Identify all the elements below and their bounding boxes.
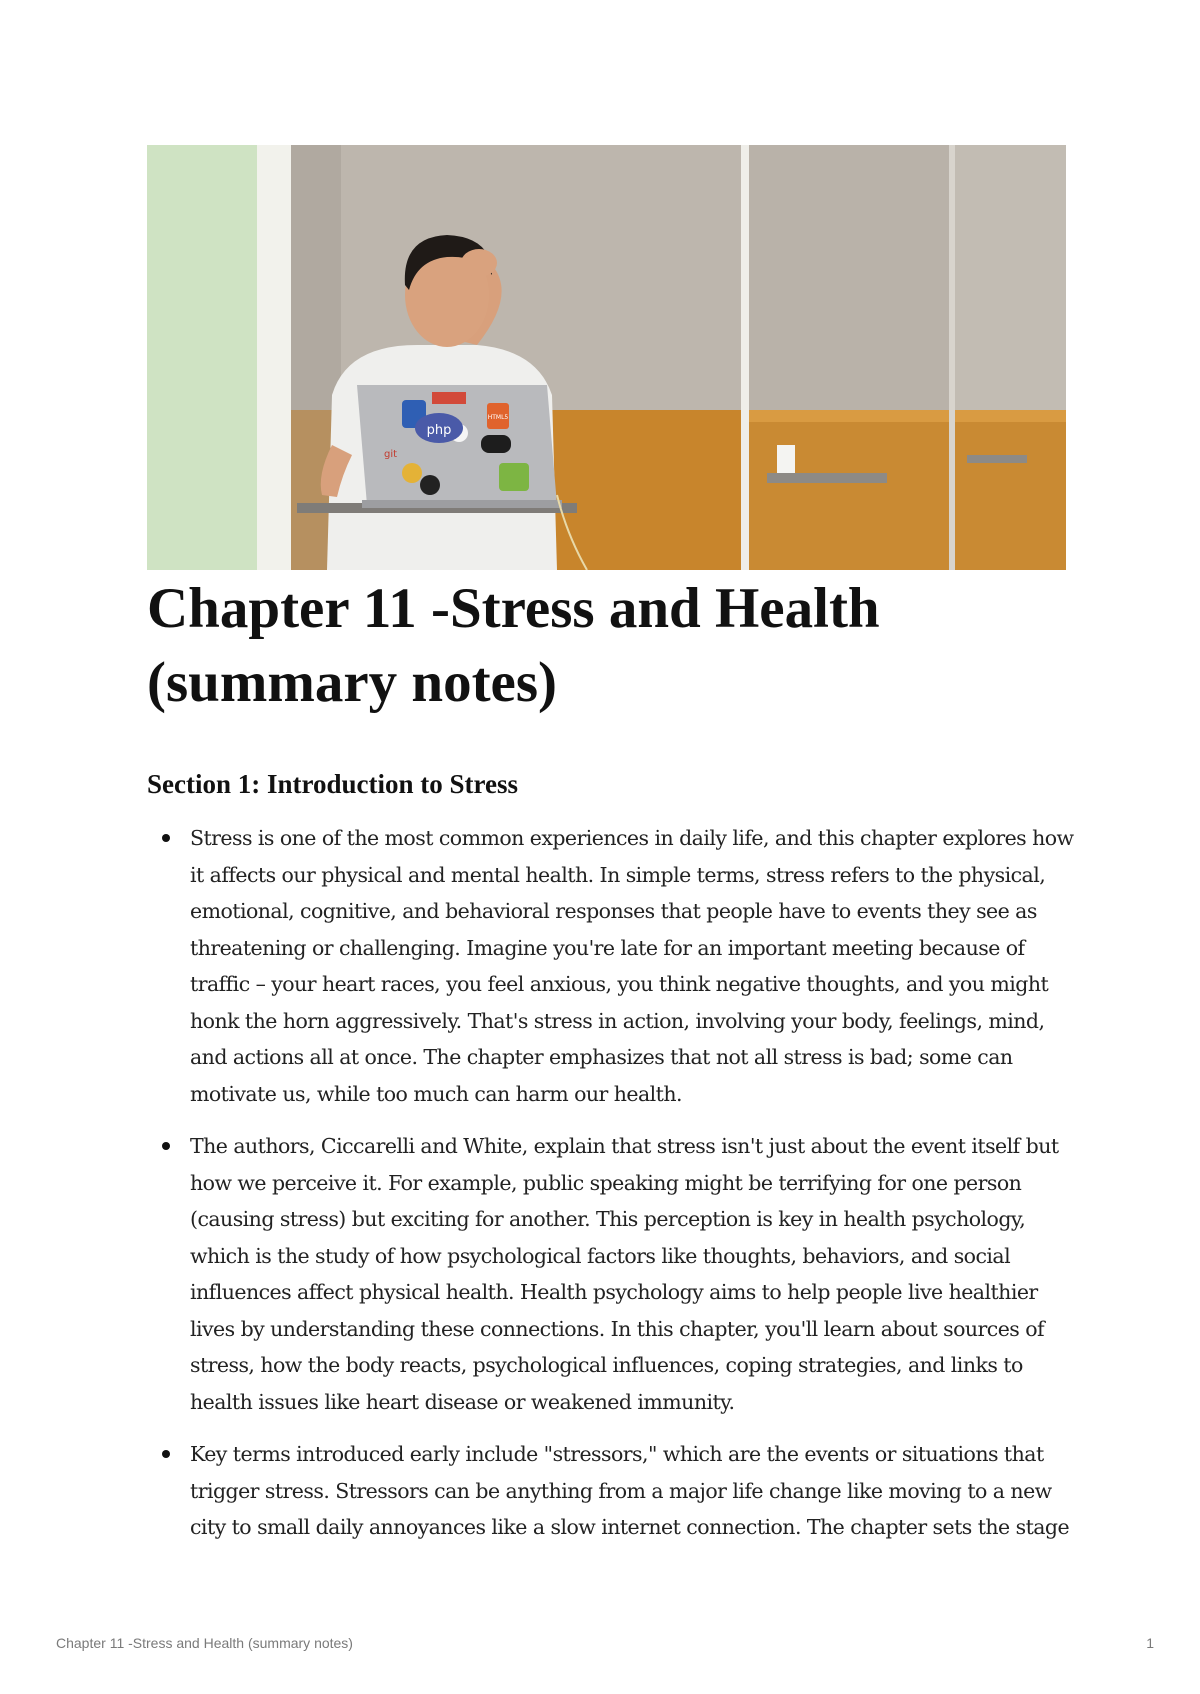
footer-running-title: Chapter 11 -Stress and Health (summary notes) [56,1635,353,1651]
sticker-git: git [384,449,398,460]
page-title: Chapter 11 -Stress and Health (summary notes) [147,577,880,714]
sticker-php: php [426,423,452,438]
section-heading: Section 1: Introduction to Stress [147,769,519,799]
list-item: Key terms introduced early include "stressors," which are the events or situations that trigger stress. Stressors can be anything from a major life change like moving to a new city to small daily annoyances like a slow internet connection. The chapter sets the stage [147,1436,1077,1546]
sticker-html5: HTML5 [487,414,509,421]
hero-photo [147,145,1066,570]
footer-page-number: 1 [1146,1635,1154,1651]
bullet-list [147,820,1077,1562]
stressed-man-laptop-illustration [147,145,1066,570]
list-item: The authors, Ciccarelli and White, explain that stress isn't just about the event itself but how we perceive it. For example, public speaking might be terrifying for one person (causing stress) but exciting for another. This perception is key in health psychology, which is the study of how psychological factors like thoughts, behaviors, and social influences affect physical health. Health psychology aims to help people live healthier lives by understanding these connections. In this chapter, you'll learn about sources of stress, how the body reacts, psychological influences, coping strategies, and links to health issues like heart disease or weakened immunity. [147,1128,1077,1420]
list-item: Stress is one of the most common experiences in daily life, and this chapter explores how it affects our physical and mental health. In simple terms, stress refers to the physical, emotional, cognitive, and behavioral responses that people have to events they see as threatening or challenging. Imagine you're late for an important meeting because of traffic – your heart races, you feel anxious, you think negative thoughts, and you might honk the horn aggressively. That's stress in action, involving your body, feelings, mind, and actions all at once. The chapter emphasizes that not all stress is bad; some can motivate us, while too much can harm our health. [147,820,1077,1112]
